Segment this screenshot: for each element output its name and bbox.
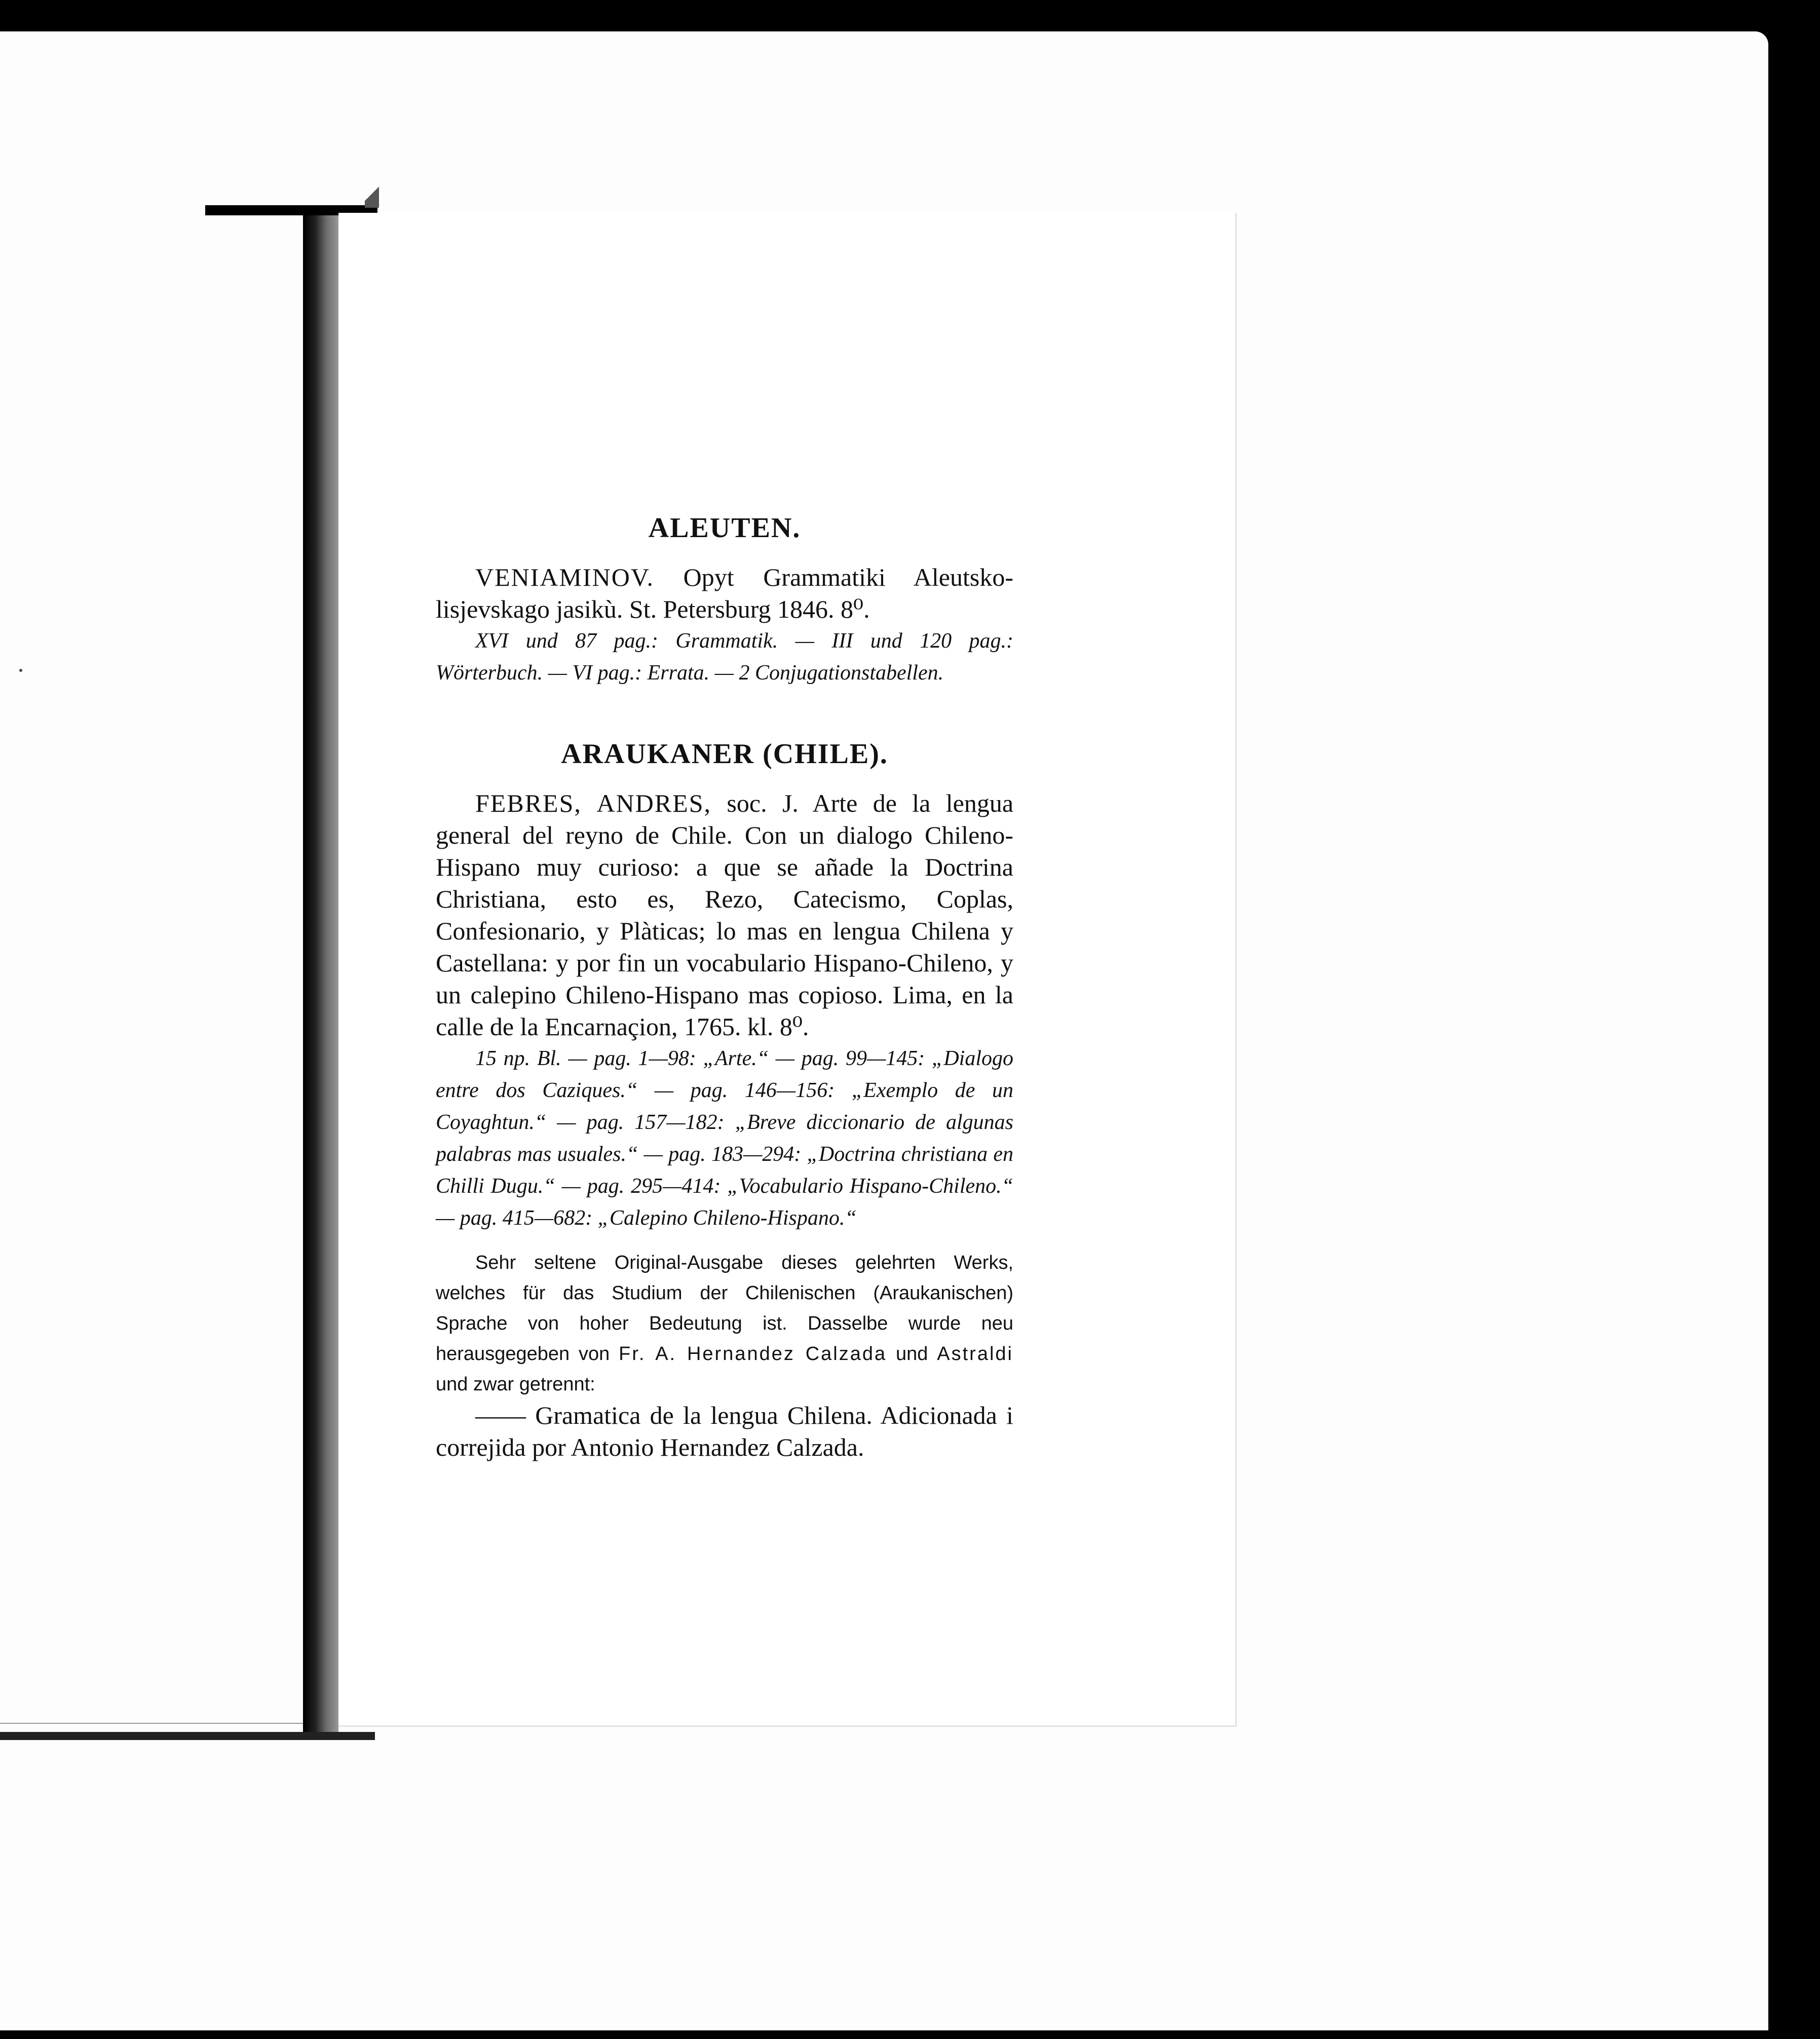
remark-editor: Astraldi [937,1343,1013,1365]
entry-title: Opyt Grammatiki Aleutsko-lisjevskago jasikù. St. Petersburg 1846. 8⁰. [436,563,1013,623]
scan-border [1768,31,1820,2039]
entry-author: FEBRES, ANDRES, [475,789,712,817]
binding-spine [303,215,338,1733]
binding-tab [365,180,379,208]
remark-editor: Fr. A. Hernandez Calzada [619,1343,887,1365]
entry-title: soc. J. Arte de la lengua general del reyno de Chile. Con un dialogo Chileno-Hispano muy curioso: a que se añade la Doctrina Christiana, esto es, Rezo, Catecismo, Coplas, Confesionario, y Plàticas; lo mas en lengua Chilena y Castellana: y por fin un vocabulario Hispano-Chileno, y un calepino Chileno-Hispano mas copioso. Lima, en la calle de la Encarnaçion, 1765. kl. 8⁰. [436,789,1014,1041]
collation-note: 15 np. Bl. — pag. 1—98: „Arte.“ — pag. 99—145: „Dialogo entre dos Caziques.“ — pag. 146—156: „Exemplo de un Coyaghtun.“ — pag. 157—182: „Breve diccionario de algunas palabras mas usuales.“ — pag. 183—294: „Doctrina christiana en Chilli Dugu.“ — pag. 295—414: „Vocabulario Hispano-Chileno.“ — pag. 415—682: „Calepino Chileno-Hispano.“ [436,1047,1013,1230]
binding-bottom-edge [0,1732,375,1740]
bibliography-entry [436,787,1013,1043]
page-content [436,512,1013,1463]
bibliography-entry [436,561,1013,625]
remark-text: und [896,1343,928,1365]
scan-speck [19,669,22,672]
section-heading-araukaner: ARAUKANER (CHILE). [561,738,888,770]
entry-author: VENIAMINOV. [475,563,655,591]
sub-entry: —— Gramatica de la lengua Chilena. Adicionada i correjida por Antonio Hernandez Calzada. [436,1401,1013,1461]
editorial-remark [436,1248,1013,1400]
remark-text: und zwar getrennt: [436,1374,595,1395]
remark-text: Sehr seltene Original-Ausgabe dieses gelehrten Werks, welches für das Studium der Chilenischen (Araukanischen) Sprache von hoher Bedeutung ist. Dasselbe wurde neu herausgegeben von [436,1252,1013,1365]
collation-note: XVI und 87 pag.: Grammatik. — III und 120 pag.: Wörterbuch. — VI pag.: Errata. — 2 Conjugationstabellen. [436,629,1013,685]
section-heading-aleuten: ALEUTEN. [648,512,801,544]
left-page-edge [0,1723,303,1724]
